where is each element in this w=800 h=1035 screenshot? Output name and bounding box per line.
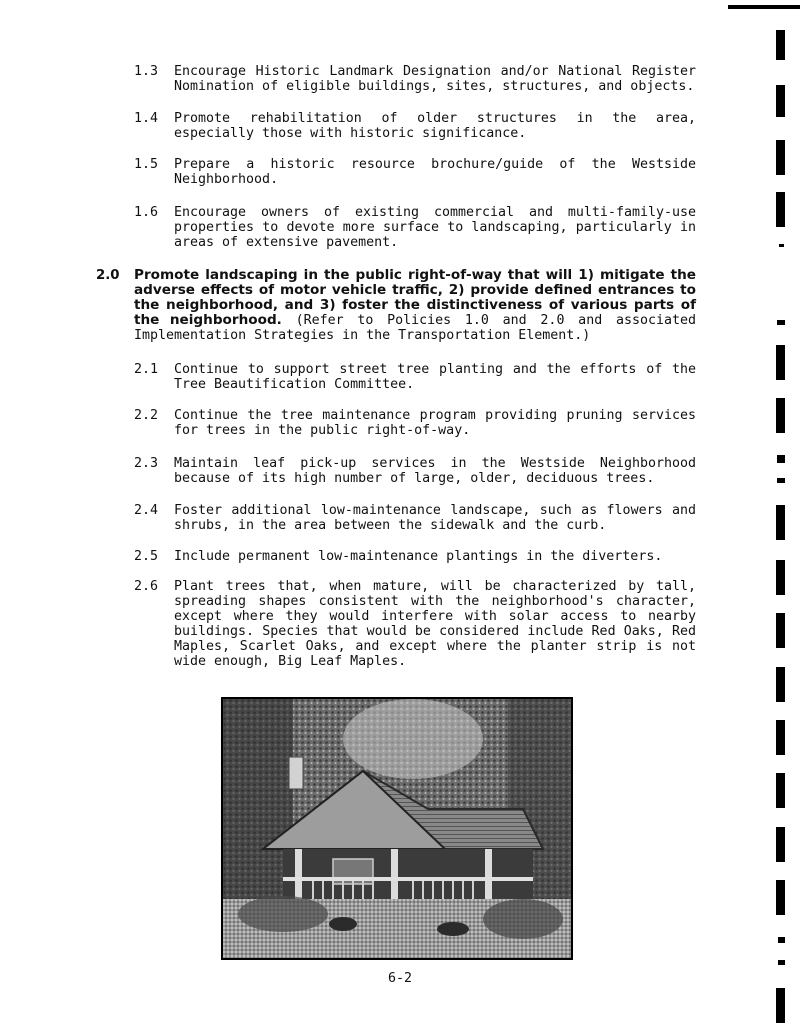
section-bold-text: Promote landscaping in the public right-of-way that will 1) mitigate the adverse effects of motor vehicle traffic, 2) provide defined entrances to the neighborhood, and 3) foster the distinctiveness of various parts of the neighborhood. bbox=[134, 267, 696, 328]
list-item-1-4 bbox=[134, 111, 696, 141]
scan-edge-mark bbox=[779, 244, 784, 247]
scan-edge-mark bbox=[777, 478, 785, 483]
item-text: Continue the tree maintenance program providing pruning services for trees in the public right-of-way. bbox=[174, 408, 696, 438]
list-item-2-6 bbox=[134, 579, 696, 669]
scan-edge-mark bbox=[776, 398, 785, 433]
list-item-1-3 bbox=[134, 64, 696, 94]
scan-edge-mark bbox=[777, 455, 785, 463]
scan-edge-mark bbox=[776, 720, 785, 755]
item-text: Plant trees that, when mature, will be characterized by tall, spreading shapes consistent with the neighborhood's character, except where they would interfere with solar access to nearby buildings. Species that would be considered include Red Oaks, Red Maples, Scarlet Oaks, and except where the planter strip is not wide enough, Big Leaf Maples. bbox=[174, 579, 696, 669]
item-number: 2.6 bbox=[134, 579, 159, 594]
scan-edge-mark bbox=[776, 773, 785, 808]
section-number: 2.0 bbox=[96, 268, 120, 283]
item-text: Foster additional low-maintenance landscape, such as flowers and shrubs, in the area between the sidewalk and the curb. bbox=[174, 503, 696, 533]
scan-edge-mark bbox=[776, 85, 785, 117]
scan-edge-mark bbox=[776, 880, 785, 915]
item-text: Maintain leaf pick-up services in the Westside Neighborhood because of its high number of large, older, deciduous trees. bbox=[174, 456, 696, 486]
section-text bbox=[134, 268, 696, 343]
scan-edge-mark bbox=[776, 345, 785, 380]
item-text: Promote rehabilitation of older structures in the area, especially those with historic significance. bbox=[174, 111, 696, 141]
item-text: Prepare a historic resource brochure/guide of the Westside Neighborhood. bbox=[174, 157, 696, 187]
item-text: Include permanent low-maintenance plantings in the diverters. bbox=[174, 549, 663, 564]
house-photo bbox=[221, 697, 573, 960]
house-illustration bbox=[223, 699, 571, 958]
list-item-2-3 bbox=[134, 456, 696, 486]
item-number: 1.6 bbox=[134, 205, 159, 220]
scan-edge-mark bbox=[728, 5, 800, 9]
item-number: 2.4 bbox=[134, 503, 159, 518]
list-item-2-2 bbox=[134, 408, 696, 438]
scan-edge-mark bbox=[776, 667, 785, 702]
scan-edge-mark bbox=[776, 505, 785, 540]
item-number: 1.3 bbox=[134, 64, 159, 79]
scan-edge-mark bbox=[778, 937, 785, 943]
list-item-2-4 bbox=[134, 503, 696, 533]
scan-edge-mark bbox=[776, 30, 785, 60]
scan-edge-mark bbox=[776, 613, 785, 648]
list-item-2-5 bbox=[134, 549, 696, 564]
scan-edge-mark bbox=[776, 988, 785, 1023]
list-item-1-5 bbox=[134, 157, 696, 187]
scan-edge-mark bbox=[776, 827, 785, 862]
section-reference-text: (Refer to Policies 1.0 and 2.0 and associated Implementation Strategies in the Transportation Element.) bbox=[134, 313, 696, 343]
list-item-1-6 bbox=[134, 205, 696, 250]
item-number: 2.5 bbox=[134, 549, 159, 564]
item-text: Continue to support street tree planting and the efforts of the Tree Beautification Committee. bbox=[174, 362, 696, 392]
page-number: 6-2 bbox=[387, 971, 413, 986]
item-text: Encourage owners of existing commercial and multi-family-use properties to devote more surface to landscaping, particularly in areas of extensive pavement. bbox=[174, 205, 696, 250]
scan-edge-mark bbox=[777, 320, 785, 325]
scan-edge-mark bbox=[776, 560, 785, 595]
scan-edge-mark bbox=[776, 140, 785, 175]
item-number: 2.2 bbox=[134, 408, 159, 423]
item-number: 1.4 bbox=[134, 111, 159, 126]
item-text: Encourage Historic Landmark Designation and/or National Register Nomination of eligible buildings, sites, structures, and objects. bbox=[174, 64, 696, 94]
item-number: 1.5 bbox=[134, 157, 159, 172]
section-2-0 bbox=[96, 268, 696, 343]
item-number: 2.3 bbox=[134, 456, 159, 471]
item-number: 2.1 bbox=[134, 362, 159, 377]
scan-edge-mark bbox=[776, 192, 785, 227]
scan-edge-mark bbox=[778, 960, 785, 965]
list-item-2-1 bbox=[134, 362, 696, 392]
